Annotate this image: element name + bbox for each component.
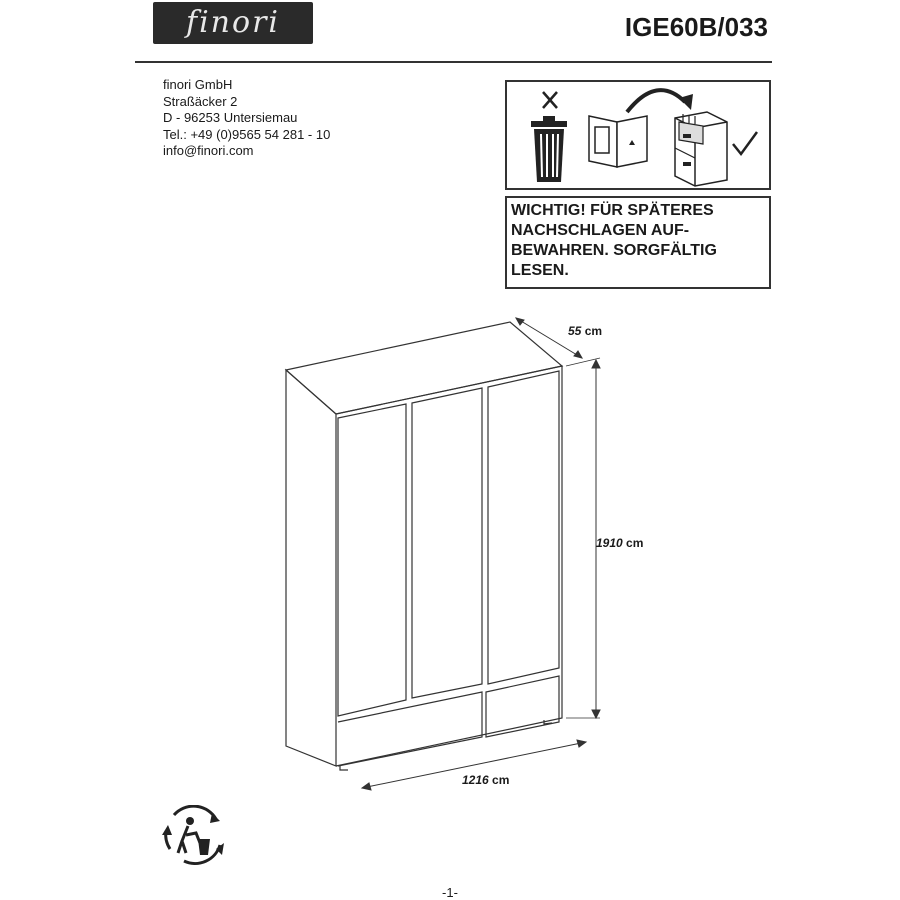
height-label bbox=[596, 536, 643, 550]
arrow-head bbox=[362, 783, 371, 790]
cabinet-front bbox=[336, 366, 562, 766]
company-city: D - 96253 Untersiemau bbox=[163, 110, 298, 125]
arrow-head bbox=[516, 318, 524, 325]
company-phone: Tel.: +49 (0)9565 54 281 - 10 bbox=[163, 126, 331, 142]
arrow-head bbox=[592, 360, 600, 368]
recycling-person-icon bbox=[160, 805, 230, 867]
width-label bbox=[462, 773, 509, 787]
door-right bbox=[488, 371, 559, 684]
cabinet-side bbox=[286, 370, 336, 766]
company-email: info@finori.com bbox=[163, 143, 254, 158]
notice-line: NACHSCHLAGEN AUF- bbox=[511, 222, 690, 239]
logo-text: finori bbox=[185, 5, 281, 40]
company-name: finori GmbH bbox=[163, 77, 233, 92]
drawer-right bbox=[486, 676, 559, 737]
height-unit: cm bbox=[626, 536, 644, 550]
width-value: 1216 bbox=[462, 773, 489, 787]
notice-line: BEWAHREN. SORGFÄLTIG bbox=[511, 242, 717, 259]
depth-unit: cm bbox=[584, 324, 603, 338]
notice-line: LESEN. bbox=[511, 262, 569, 279]
door-middle bbox=[412, 388, 482, 698]
arrow-head bbox=[574, 351, 582, 358]
company-street: Straßäcker 2 bbox=[163, 93, 238, 109]
depth-value: 55 bbox=[568, 324, 582, 338]
depth-label bbox=[568, 324, 602, 338]
model-number: IGE60B/033 bbox=[624, 12, 768, 42]
arrow-head bbox=[577, 740, 586, 747]
page-number: -1- bbox=[442, 885, 458, 900]
door-left bbox=[338, 404, 406, 716]
height-value: 1910 bbox=[596, 536, 623, 550]
width-unit: cm bbox=[492, 773, 510, 787]
drawer-left bbox=[338, 692, 482, 766]
arrow-head bbox=[592, 710, 600, 718]
foot bbox=[340, 766, 348, 770]
notice-line: WICHTIG! FÜR SPÄTERES bbox=[511, 202, 714, 219]
